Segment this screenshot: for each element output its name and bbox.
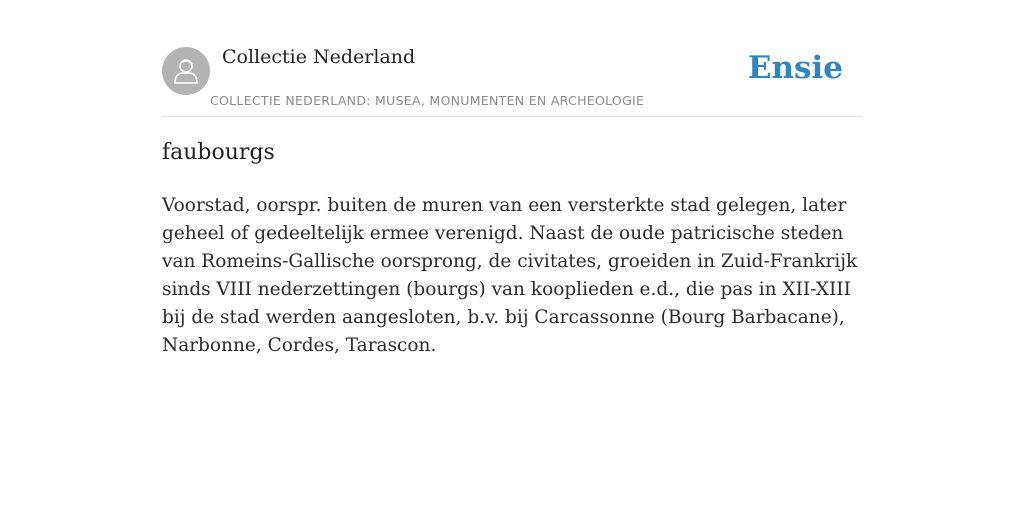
ensie-logo[interactable]: Ensie: [747, 50, 843, 86]
author-name[interactable]: Collectie Nederland: [222, 46, 416, 68]
entry-header: [162, 40, 862, 117]
entry-definition: Voorstad, oorspr. buiten de muren van een versterkte stad gelegen, later geheel of gedeeltelijk ermee verenigd. Naast de oude patricische steden van Romeins-Gallische oorsprong, de civitates, groeiden in Zuid-Frankrijk sinds VIII nederzettingen (bourgs) van kooplieden e.d., die pas in XII-XIII bij de stad werden aangesloten, b.v. bij Carcassonne (Bourg Barbacane), Narbonne, Cordes, Tarascon.: [162, 195, 858, 356]
entry-term: faubourgs: [162, 140, 275, 165]
avatar[interactable]: [162, 47, 210, 95]
source-name[interactable]: COLLECTIE NEDERLAND: MUSEA, MONUMENTEN EN ARCHEOLOGIE: [210, 93, 645, 108]
user-icon: [162, 47, 210, 95]
